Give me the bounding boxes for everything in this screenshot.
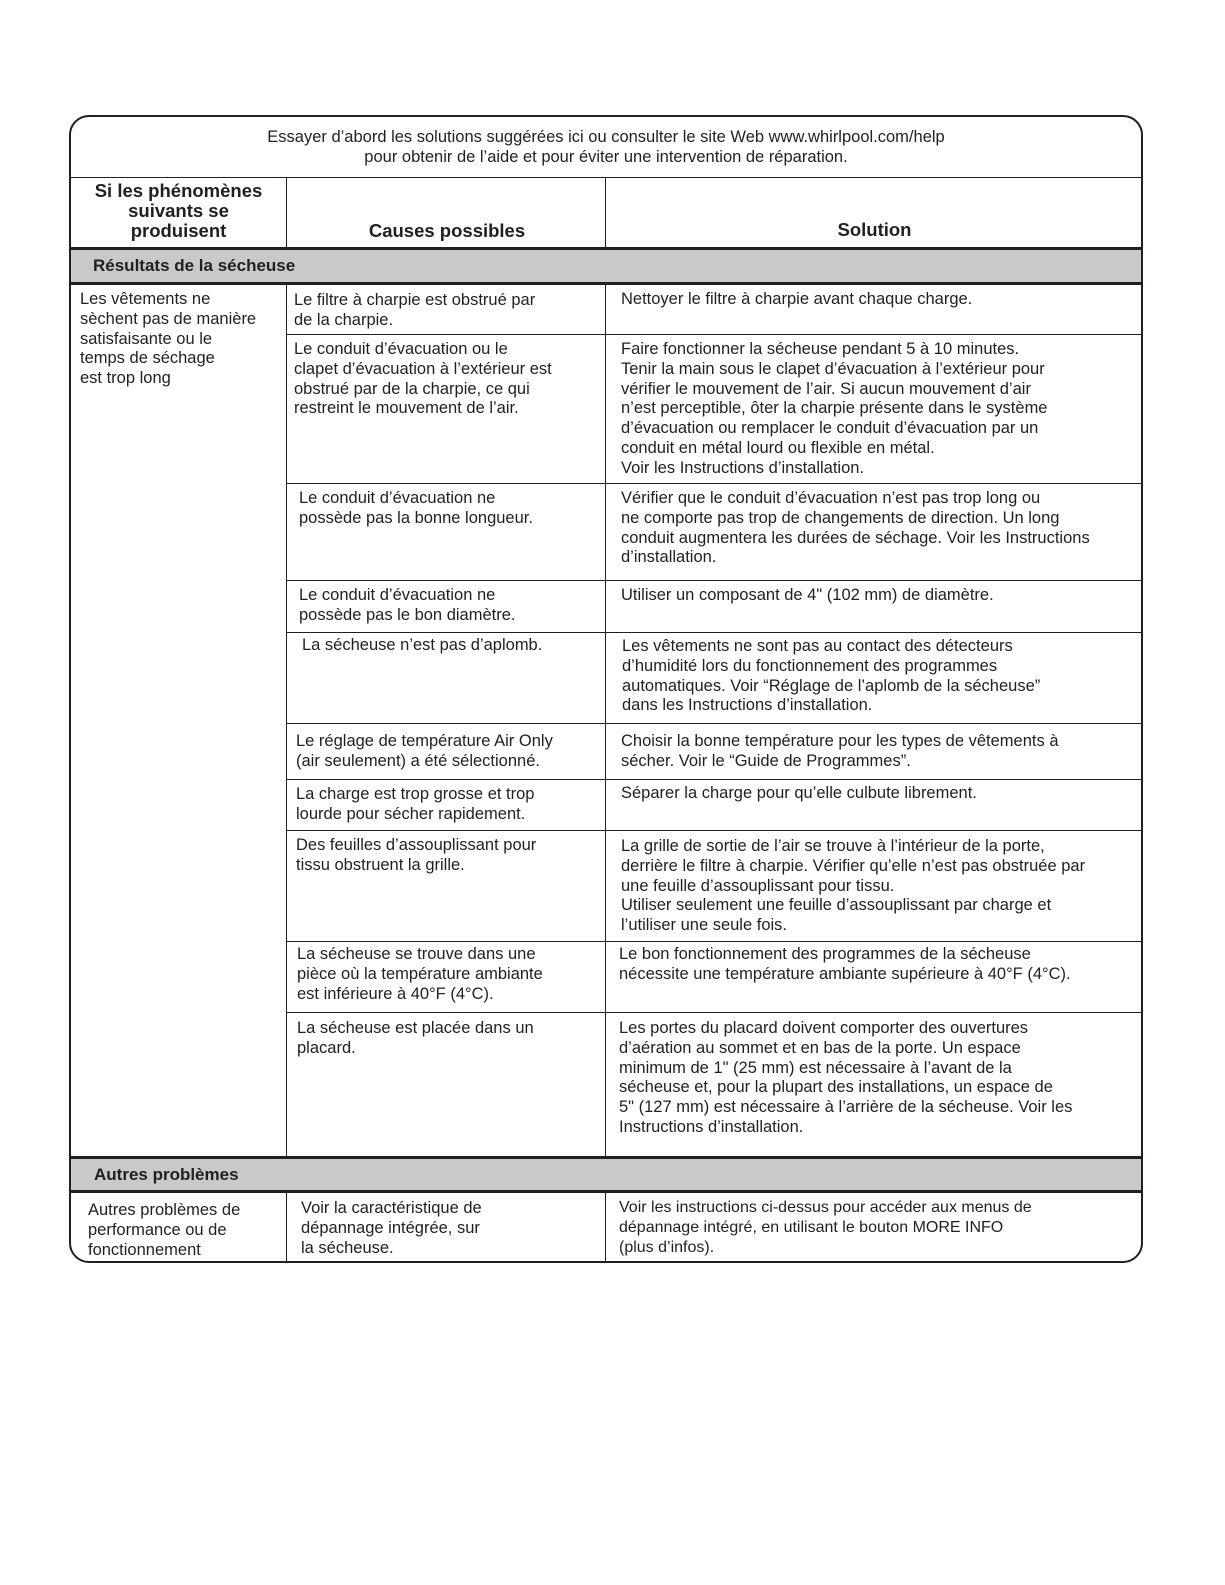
rule — [71, 1190, 1141, 1193]
cause-text: Le réglage de température Air Only (air seulement) a été sélectionné. — [296, 732, 553, 770]
solution-text: Les portes du placard doivent comporter des ouvertures d’aération au sommet et en bas de la porte. Un espace minimum de 1" (25 mm) est nécessaire à l’avant de la sécheuse et, pour la plupart des installations, un espace de 5" (127 mm) est nécessaire à l’arrière de la sécheuse. Voir les Instructions d’installation. — [619, 1019, 1073, 1136]
solution-text: Les vêtements ne sont pas au contact des détecteurs d’humidité lors du fonctionnement des programmes automatiques. Voir “Réglage de l’aplomb de la sécheuse” dans les Instructions d’installation. — [622, 637, 1041, 715]
row-rule — [287, 723, 1141, 724]
intro-note — [71, 127, 1141, 167]
solution-text: Vérifier que le conduit d’évacuation n’est pas trop long ou ne comporte pas trop de changements de direction. Un long conduit augmentera les durées de séchage. Voir les Instructions d’installation. — [621, 489, 1090, 567]
row-rule — [287, 830, 1141, 831]
cause-text: La sécheuse est placée dans un placard. — [297, 1019, 534, 1057]
column-divider — [286, 1193, 287, 1263]
intro-line: Essayer d’abord les solutions suggérées ici ou consulter le site Web www.whirlpool.com/help — [267, 128, 945, 146]
solution-text: Le bon fonctionnement des programmes de la sécheuse nécessite une température ambiante supérieure à 40°F (4°C). — [619, 945, 1071, 983]
header-causes: Causes possibles — [368, 220, 526, 241]
row-rule — [287, 483, 1141, 484]
row-rule — [287, 1012, 1141, 1013]
column-divider — [286, 284, 287, 1156]
row-rule — [287, 779, 1141, 780]
cause-text: Le conduit d’évacuation ne possède pas la bonne longueur. — [299, 489, 533, 527]
cause-text: La sécheuse n’est pas d’aplomb. — [302, 636, 543, 654]
solution-text: Choisir la bonne température pour les types de vêtements à sécher. Voir le “Guide de Programmes”. — [621, 732, 1059, 770]
cause-text: Voir la caractéristique de dépannage intégrée, sur la sécheuse. — [301, 1199, 482, 1257]
column-divider — [605, 284, 606, 1156]
row-rule — [287, 632, 1141, 633]
intro-line: pour obtenir de l’aide et pour éviter une intervention de réparation. — [364, 148, 848, 166]
symptom-text: Autres problèmes de performance ou de fonctionnement — [88, 1201, 241, 1259]
section-title: Autres problèmes — [94, 1165, 239, 1184]
solution-text: Faire fonctionner la sécheuse pendant 5 à 10 minutes. Tenir la main sous le clapet d’évacuation à l’extérieur pour vérifier le mouvement de l’air. Si aucun mouvement d’air n’est perceptible, ôter la charpie présente dans le système d’évacuation ou remplacer le conduit d’évacuation par un conduit en métal lourd ou flexible en métal. Voir les Instructions d’installation. — [621, 340, 1048, 477]
solution-text: Nettoyer le filtre à charpie avant chaque charge. — [621, 290, 973, 308]
header-solution: Solution — [837, 219, 912, 240]
rule — [71, 177, 1141, 178]
cause-text: La sécheuse se trouve dans une pièce où la température ambiante est inférieure à 40°F (4°C). — [297, 945, 543, 1003]
solution-text: Voir les instructions ci-dessus pour accéder aux menus de dépannage intégré, en utilisant le bouton MORE INFO (plus d’infos). — [619, 1199, 1032, 1256]
rule — [71, 282, 1141, 285]
symptom-text: Les vêtements ne sèchent pas de manière satisfaisante ou le temps de séchage est trop long — [80, 290, 257, 388]
cause-text: Des feuilles d’assouplissant pour tissu obstruent la grille. — [296, 836, 537, 874]
row-rule — [287, 941, 1141, 942]
header-symptom: Si les phénomènes suivants se produisent — [94, 180, 263, 241]
row-rule — [287, 580, 1141, 581]
solution-text: Séparer la charge pour qu’elle culbute librement. — [621, 784, 977, 802]
cause-text: La charge est trop grosse et trop lourde pour sécher rapidement. — [296, 785, 535, 823]
column-divider — [605, 177, 606, 249]
solution-text: Utiliser un composant de 4" (102 mm) de diamètre. — [621, 586, 994, 604]
solution-text: La grille de sortie de l’air se trouve à l’intérieur de la porte, derrière le filtre à charpie. Vérifier qu’elle n’est pas obstruée par une feuille d’assouplissant pour tissu. Utiliser seulement une feuille d’assouplissant par charge et l’utiliser une seule fois. — [621, 837, 1086, 935]
cause-text: Le conduit d’évacuation ou le clapet d’évacuation à l’extérieur est obstrué par de la charpie, ce qui restreint le mouvement de l’air. — [294, 340, 552, 418]
section-title: Résultats de la sécheuse — [93, 256, 296, 275]
column-divider — [605, 1193, 606, 1263]
cause-text: Le conduit d’évacuation ne possède pas le bon diamètre. — [299, 586, 516, 624]
column-divider — [286, 177, 287, 249]
troubleshooting-table — [69, 115, 1143, 1263]
row-rule — [287, 334, 1141, 335]
cause-text: Le filtre à charpie est obstrué par de la charpie. — [294, 291, 536, 329]
